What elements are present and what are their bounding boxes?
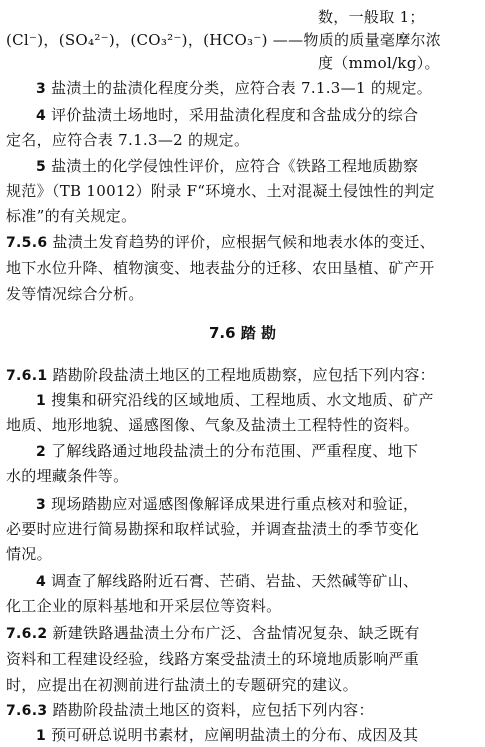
item-number: 4	[36, 574, 47, 590]
line-text: 数，一般取 1；	[318, 8, 425, 26]
text-line	[6, 257, 434, 279]
text-line	[36, 493, 418, 515]
text-line	[36, 570, 418, 592]
line-text: 盐渍土的化学侵蚀性评价，应符合《铁路工程地质勘察	[46, 157, 419, 175]
text-line	[6, 543, 52, 565]
text-line	[6, 699, 374, 721]
text-line	[36, 104, 418, 126]
clause-number: 7.6.1	[6, 368, 48, 384]
line-text: 化工企业的原料基地和开采层位等资料。	[6, 597, 282, 615]
line-text: 踏勘阶段盐渍土地区的工程地质勘察，应包括下列内容：	[47, 366, 435, 384]
text-line	[36, 389, 434, 411]
line-text: 现场踏勘应对遥感图像解译成果进行重点核对和验证，	[46, 495, 419, 513]
text-line	[36, 440, 418, 462]
line-text: 地下水位升降、植物演变、地表盐分的迁移、农田垦植、矿产开	[6, 259, 435, 277]
line-text: 时，应提出在初测前进行盐渍土的专题研究的建议。	[6, 676, 358, 694]
line-text: 发等情况综合分析。	[6, 285, 144, 303]
line-text: 情况。	[6, 545, 52, 563]
text-line	[6, 595, 281, 617]
text-line	[36, 77, 432, 99]
line-text: 规范》（TB 10012）附录 F“环境水、土对混凝土侵蚀性的判定	[6, 182, 435, 200]
line-text: 了解线路通过地段盐渍土的分布范围、严重程度、地下	[46, 442, 419, 460]
item-number: 3	[36, 497, 47, 513]
line-text: 调查了解线路附近石膏、芒硝、岩盐、天然碱等矿山、	[46, 572, 419, 590]
line-text: 必要时应进行简易勘探和取样试验，并调查盐渍土的季节变化	[6, 520, 420, 538]
line-text: 水的埋藏条件等。	[6, 467, 129, 485]
text-line	[36, 155, 418, 177]
text-line	[6, 674, 358, 696]
line-text: 标准”的有关规定。	[6, 207, 137, 225]
line-text: 盐渍土发育趋势的评价，应根据气候和地表水体的变迁、	[47, 233, 435, 251]
text-line	[6, 648, 419, 670]
text-line	[6, 465, 128, 487]
text-line	[6, 231, 435, 253]
line-text: 度（mmol/kg）。	[318, 54, 440, 72]
text-line	[6, 29, 441, 51]
clause-number: 7.6.3	[6, 703, 48, 719]
line-text: 定名，应符合表 7.1.3—2 的规定。	[6, 131, 250, 149]
item-number: 3	[36, 81, 47, 97]
item-number: 1	[36, 393, 47, 409]
item-number: 5	[36, 159, 47, 175]
line-text: (Cl⁻)，(SO₄²⁻)，(CO₃²⁻)，(HCO₃⁻) ——物质的质量毫摩尔浓	[6, 31, 442, 49]
section-heading: 7.6 踏 勘	[208, 324, 277, 342]
item-number: 2	[36, 444, 47, 460]
clause-number: 7.6.2	[6, 626, 48, 642]
line-text: 新建铁路遇盐渍土分布广泛、含盐情况复杂、缺乏既有	[47, 624, 420, 642]
text-line	[6, 364, 435, 386]
text-line	[6, 518, 419, 540]
line-text: 评价盐渍土场地时，采用盐渍化程度和含盐成分的综合	[46, 106, 419, 124]
text-line	[6, 622, 420, 644]
clause-number: 7.5.6	[6, 235, 48, 251]
line-text: 地质、地形地貌、遥感图像、气象及盐渍土工程特性的资料。	[6, 416, 420, 434]
item-number: 4	[36, 108, 47, 124]
text-line	[36, 724, 418, 746]
line-text: 盐渍土的盐渍化程度分类，应符合表 7.1.3—1 的规定。	[46, 79, 433, 97]
line-text: 搜集和研究沿线的区域地质、工程地质、水文地质、矿产	[46, 391, 434, 409]
line-text: 踏勘阶段盐渍土地区的资料，应包括下列内容：	[47, 701, 374, 719]
text-line	[6, 129, 249, 151]
text-line	[6, 283, 144, 305]
text-line	[6, 205, 136, 227]
line-text: 预可研总说明书素材，应阐明盐渍土的分布、成因及其	[46, 726, 419, 744]
text-line	[318, 6, 425, 28]
line-text: 资料和工程建设经验，线路方案受盐渍土的环境地质影响严重	[6, 650, 420, 668]
text-line	[6, 180, 435, 202]
text-line	[6, 414, 419, 436]
item-number: 1	[36, 728, 47, 744]
text-line	[318, 52, 440, 74]
